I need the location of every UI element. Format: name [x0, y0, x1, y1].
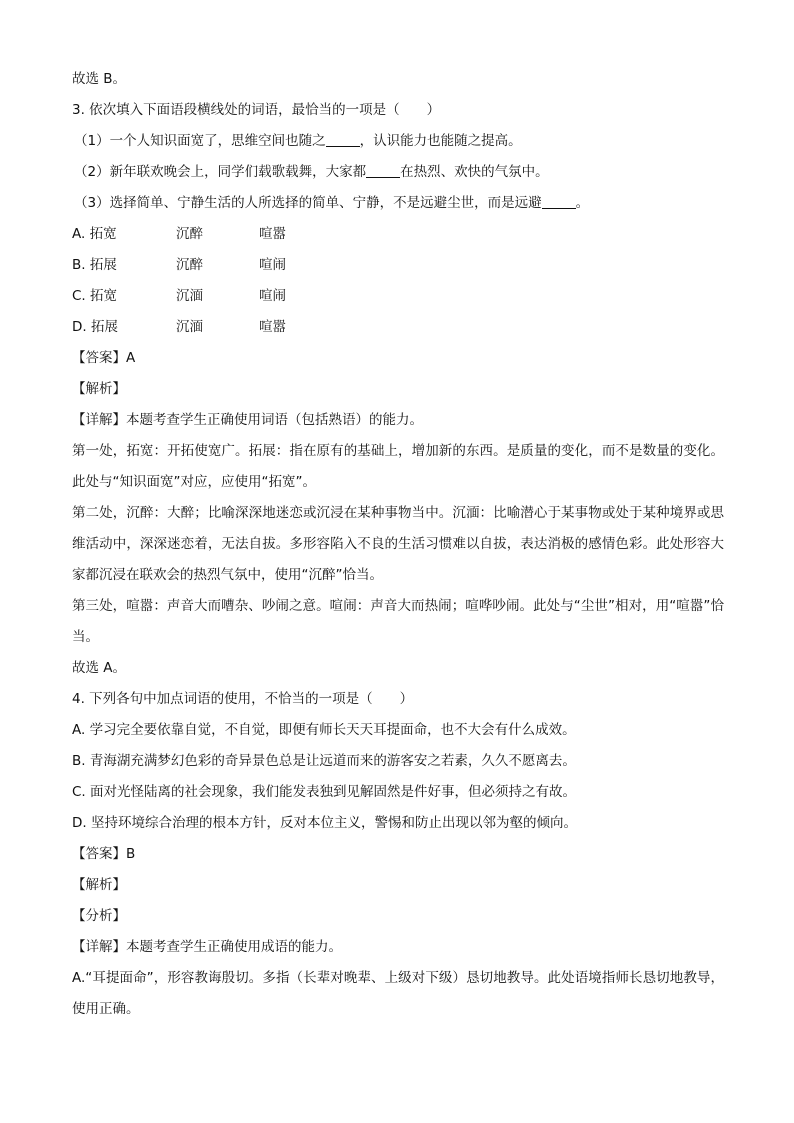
- q4-stem: 4. 下列各句中加点词语的使用，不恰当的一项是（ ）: [72, 691, 414, 707]
- q3-paragraph-2: 第二处，沉醉：大醉；比喻深深地迷恋或沉浸在某种事物当中。沉湎：比喻潜心于某事物或处于某种境界或思维活动中，深深迷恋着，无法自拔。多形容陷入不良的生活习惯难以自拔，表达消极的感情色彩。此处形容大家都沉浸在联欢会的热烈气氛中，使用“沉醉”恰当。: [72, 505, 724, 583]
- q3-option-a: A. 拓宽 沉醉 喧嚣: [72, 226, 286, 242]
- q3-paragraph-1: 第一处，拓宽：开拓使宽广。拓展：指在原有的基础上，增加新的东西。是质量的变化，而不是数量的变化。此处与“知识面宽”对应，应使用“拓宽”。: [72, 443, 724, 490]
- q3-option-d: D. 拓展 沉湎 喧嚣: [72, 319, 286, 335]
- q3-conclusion: 故选 A。: [72, 660, 127, 676]
- q4-analysis-heading: 【解析】: [72, 877, 126, 893]
- q4-answer: 【答案】B: [72, 846, 136, 862]
- q4-option-b: B. 青海湖充满梦幻色彩的奇异景色总是让远道而来的游客安之若素，久久不愿离去。: [72, 753, 576, 769]
- prev-conclusion: 故选 B。: [72, 71, 127, 87]
- blank-line: [542, 194, 576, 209]
- q3-option-c: C. 拓宽 沉湎 喧闹: [72, 288, 286, 304]
- q4-option-c: C. 面对光怪陆离的社会现象，我们能发表独到见解固然是件好事，但必须持之有故。: [72, 784, 577, 800]
- q3-detail: 【详解】本题考查学生正确使用词语（包括熟语）的能力。: [72, 412, 423, 428]
- blank-line: [326, 132, 360, 147]
- q4-paragraph-a: A.“耳提面命”，形容教诲殷切。多指（长辈对晚辈、上级对下级）恳切地教导。此处语境指师长恳切地教导，使用正确。: [72, 970, 724, 1017]
- q3-analysis-heading: 【解析】: [72, 381, 126, 397]
- q4-option-d: D. 坚持环境综合治理的根本方针，反对本位主义，警惕和防止出现以邻为壑的倾向。: [72, 815, 577, 831]
- q3-option-b: B. 拓展 沉醉 喧闹: [72, 257, 286, 273]
- q3-stem: 3. 依次填入下面语段横线处的词语，最恰当的一项是（ ）: [72, 102, 441, 118]
- q3-sentence-3: （3）选择简单、宁静生活的人所选择的简单、宁静，不是远避尘世，而是远避 。: [74, 195, 590, 211]
- q3-answer: 【答案】A: [72, 350, 136, 366]
- q4-option-a: A. 学习完全要依靠自觉，不自觉，即便有师长天天耳提面命，也不大会有什么成效。: [72, 722, 576, 738]
- q4-detail: 【详解】本题考查学生正确使用成语的能力。: [72, 939, 342, 955]
- q4-fenxi-heading: 【分析】: [72, 908, 126, 924]
- q3-sentence-1: （1）一个人知识面宽了，思维空间也随之 ，认识能力也能随之提高。: [74, 133, 522, 149]
- q3-paragraph-3: 第三处，喧嚣：声音大而嘈杂、吵闹之意。喧闹：声音大而热闹；喧哗吵闹。此处与“尘世”相对，用“喧嚣”恰当。: [72, 598, 724, 645]
- q3-sentence-2: （2）新年联欢晚会上，同学们载歌载舞，大家都 在热烈、欢快的气氛中。: [74, 164, 549, 180]
- blank-line: [366, 163, 400, 178]
